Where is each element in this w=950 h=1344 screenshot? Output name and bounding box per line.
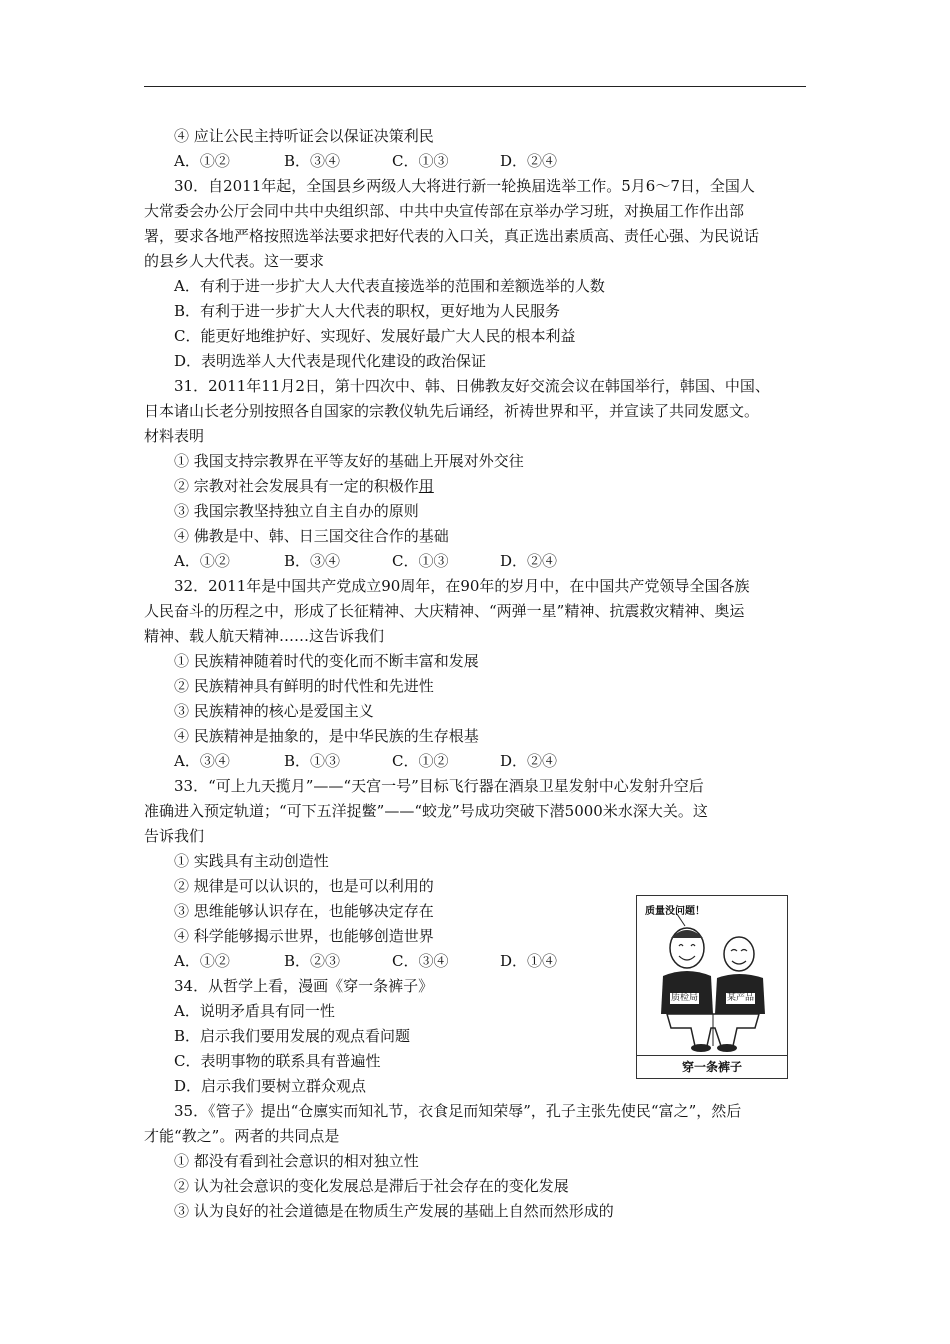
q32-stem: [144, 574, 809, 649]
q31-option-4: ④ 佛教是中、韩、日三国交往合作的基础: [174, 527, 449, 545]
cartoon-right-label: 某产品: [727, 993, 755, 1003]
answer-c: C．①③: [392, 152, 449, 170]
header-rule: [144, 86, 806, 87]
answer-d: D．②④: [500, 752, 558, 770]
answer-a: A．①②: [174, 552, 230, 570]
answer-b: B．③④: [284, 152, 341, 170]
q31-stem-line: 日本诸山长老分别按照各自国家的宗教仪轨先后诵经，祈祷世界和平，并宣读了共同发愿文。: [144, 402, 760, 420]
answer-a: A．③④: [174, 752, 230, 770]
q31-option-2: [144, 474, 809, 499]
q31-option-2-text: ② 宗教对社会发展具有一定的积极作: [174, 477, 419, 495]
q30-stem-line: 署，要求各地严格按照选举法要求把好代表的入口关，真正选出素质高、责任心强、为民说话: [144, 227, 760, 245]
q33-option-2: ② 规律是可以认识的，也是可以利用的: [174, 877, 434, 895]
q34-option-d: D．启示我们要树立群众观点: [174, 1077, 367, 1095]
answer-c: C．①②: [392, 752, 449, 770]
q35-option-2: ② 认为社会意识的变化发展总是滞后于社会存在的变化发展: [174, 1177, 569, 1195]
q30-stem-line: 的县乡人大代表。这一要求: [144, 252, 325, 270]
q31-option-1: ① 我国支持宗教界在平等友好的基础上开展对外交往: [174, 452, 524, 470]
answer-d: D．①④: [500, 952, 558, 970]
q31-stem: [144, 374, 809, 449]
answer-b: B．②③: [284, 952, 341, 970]
q31-stem-line: 31．2011年11月2日，第十四次中、韩、日佛教友好交流会议在韩国举行，韩国、中国、: [174, 377, 770, 395]
q32-option-1: ① 民族精神随着时代的变化而不断丰富和发展: [174, 652, 479, 670]
answer-c: C．①③: [392, 552, 449, 570]
q32-option-4: ④ 民族精神是抽象的，是中华民族的生存根基: [174, 727, 479, 745]
q32-stem-line: 32．2011年是中国共产党成立90周年，在90年的岁月中，在中国共产党领导全国各族: [174, 577, 750, 595]
answer-b: B．①③: [284, 752, 341, 770]
q35-stem-line: 才能“教之”。两者的共同点是: [144, 1127, 340, 1145]
q33-option-1: ① 实践具有主动创造性: [174, 852, 329, 870]
q30-option-a: A．有利于进一步扩大人大代表直接选举的范围和差额选举的人数: [174, 277, 605, 295]
cartoon-image: [636, 895, 788, 1079]
answer-c: C．③④: [392, 952, 449, 970]
q35-stem: [144, 1099, 809, 1149]
answer-d: D．②④: [500, 552, 558, 570]
q32-answers: [144, 749, 809, 774]
q32-option-2: ② 民族精神具有鲜明的时代性和先进性: [174, 677, 434, 695]
q32-option-3: ③ 民族精神的核心是爱国主义: [174, 702, 374, 720]
q34-option-a: A．说明矛盾具有同一性: [174, 1002, 335, 1020]
q33-stem-line: 告诉我们: [144, 827, 205, 845]
q30-stem-line: 30．自2011年起，全国县乡两级人大将进行新一轮换届选举工作。5月6～7日，全国人: [174, 177, 755, 195]
answer-b: B．③④: [284, 552, 341, 570]
q35-option-1: ① 都没有看到社会意识的相对独立性: [174, 1152, 419, 1170]
q34-option-b: B．启示我们要用发展的观点看问题: [174, 1027, 411, 1045]
q33-option-4: ④ 科学能够揭示世界，也能够创造世界: [174, 927, 434, 945]
cartoon-speech: 质量没问题！: [645, 906, 705, 917]
q31-option-3: ③ 我国宗教坚持独立自主自办的原则: [174, 502, 419, 520]
q29-answers: [144, 149, 809, 174]
answer-d: D．②④: [500, 152, 558, 170]
cartoon-caption: 穿一条裤子: [637, 1055, 787, 1078]
q33-stem-line: 33．“可上九天揽月”——“天宫一号”目标飞行器在酒泉卫星发射中心发射升空后: [174, 777, 704, 795]
q33-option-3: ③ 思维能够认识存在，也能够决定存在: [174, 902, 434, 920]
q32-stem-line: 人民奋斗的历程之中，形成了长征精神、大庆精神、“两弹一星”精神、抗震救灾精神、奥运: [144, 602, 745, 620]
q30-option-b: B．有利于进一步扩大人大代表的职权，更好地为人民服务: [174, 302, 561, 320]
q30-option-c: C．能更好地维护好、实现好、发展好最广大人民的根本利益: [174, 327, 576, 345]
q30-stem: [144, 174, 809, 274]
q31-answers: [144, 549, 809, 574]
q30-stem-line: 大常委会办公厅会同中共中央组织部、中共中央宣传部在京举办学习班，对换届工作作出部: [144, 202, 745, 220]
q29-option-4: ④ 应让公民主持听证会以保证决策利民: [174, 127, 434, 145]
q35-stem-line: 35．《管子》提出“仓廪实而知礼节，衣食足而知荣辱”，孔子主张先使民“富之”，然后: [174, 1102, 742, 1120]
q32-stem-line: 精神、载人航天精神……这告诉我们: [144, 627, 385, 645]
q35-option-3: ③ 认为良好的社会道德是在物质生产发展的基础上自然而然形成的: [174, 1202, 614, 1220]
cartoon-left-label: 质检局: [671, 993, 699, 1003]
q33-stem-line: 准确进入预定轨道；“可下五洋捉鳖”——“蛟龙”号成功突破下潜5000米水深大关。这: [144, 802, 708, 820]
q34-option-c: C．表明事物的联系具有普遍性: [174, 1052, 381, 1070]
q31-stem-line: 材料表明: [144, 427, 205, 445]
answer-a: A．①②: [174, 152, 230, 170]
cartoon-drawing: [637, 896, 787, 1056]
q33-stem: [144, 774, 809, 849]
q34-stem: 34．从哲学上看，漫画《穿一条裤子》: [174, 977, 434, 995]
q31-option-2-underlined: 用: [418, 477, 434, 495]
answer-a: A．①②: [174, 952, 230, 970]
q30-option-d: D．表明选举人大代表是现代化建设的政治保证: [174, 352, 487, 370]
